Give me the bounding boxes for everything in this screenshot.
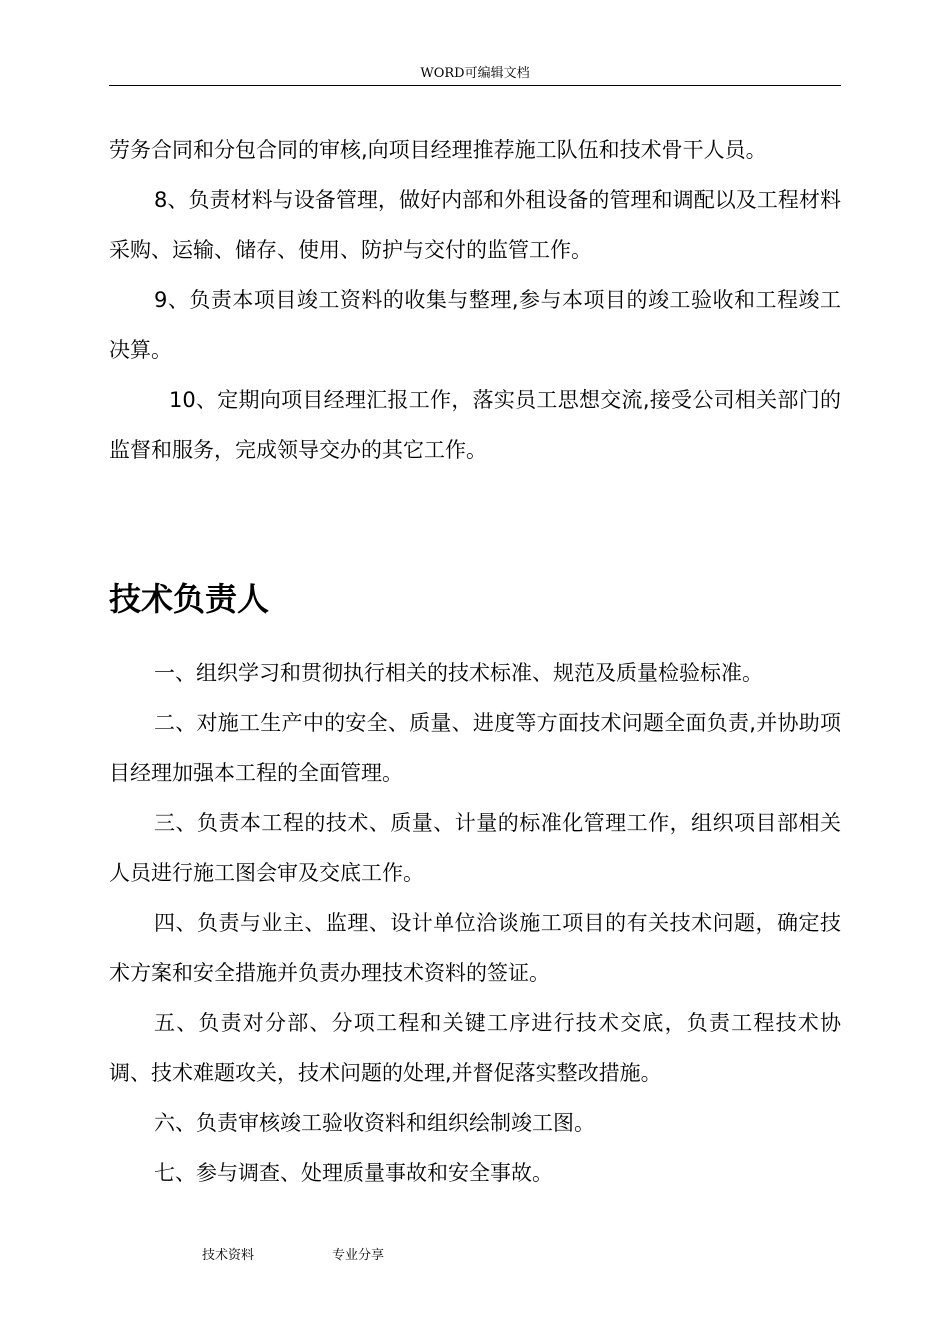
- paragraph: 二、对施工生产中的安全、质量、进度等方面技术问题全面负责,并协助项目经理加强本工程的全面管理。: [109, 711, 841, 785]
- footer-right-text: 专业分享: [332, 1248, 385, 1263]
- header-divider: [109, 85, 841, 86]
- footer-left-text: 技术资料: [202, 1248, 255, 1263]
- paragraph: 五、负责对分部、分项工程和关键工序进行技术交底，负责工程技术协调、技术难题攻关，技术问题的处理,并督促落实整改措施。: [109, 1011, 841, 1085]
- paragraph: 一、组织学习和贯彻执行相关的技术标准、规范及质量检验标准。: [154, 661, 763, 685]
- section-heading: 技术负责人: [109, 580, 270, 618]
- paragraph: 七、参与调查、处理质量事故和安全事故。: [154, 1161, 553, 1185]
- paragraph: 三、负责本工程的技术、质量、计量的标准化管理工作，组织项目部相关人员进行施工图会审及交底工作。: [109, 811, 841, 885]
- paragraph: 8、负责材料与设备管理，做好内部和外租设备的管理和调配以及工程材料采购、运输、储存、使用、防护与交付的监管工作。: [109, 188, 841, 262]
- technical-lead-duties: [109, 648, 841, 1198]
- paragraph: 9、负责本项目竣工资料的收集与整理,参与本项目的竣工验收和工程竣工决算。: [109, 288, 841, 362]
- paragraph: 劳务合同和分包合同的审核,向项目经理推荐施工队伍和技术骨干人员。: [109, 138, 767, 162]
- paragraph: 四、负责与业主、监理、设计单位洽谈施工项目的有关技术问题，确定技术方案和安全措施并负责办理技术资料的签证。: [109, 911, 841, 985]
- page-header: WORD可编辑文档: [420, 66, 530, 81]
- paragraph: 10、定期向项目经理汇报工作，落实员工思想交流,接受公司相关部门的监督和服务，完成领导交办的其它工作。: [109, 388, 841, 462]
- paragraph: 六、负责审核竣工验收资料和组织绘制竣工图。: [154, 1111, 595, 1135]
- responsibilities-continued: [109, 125, 841, 475]
